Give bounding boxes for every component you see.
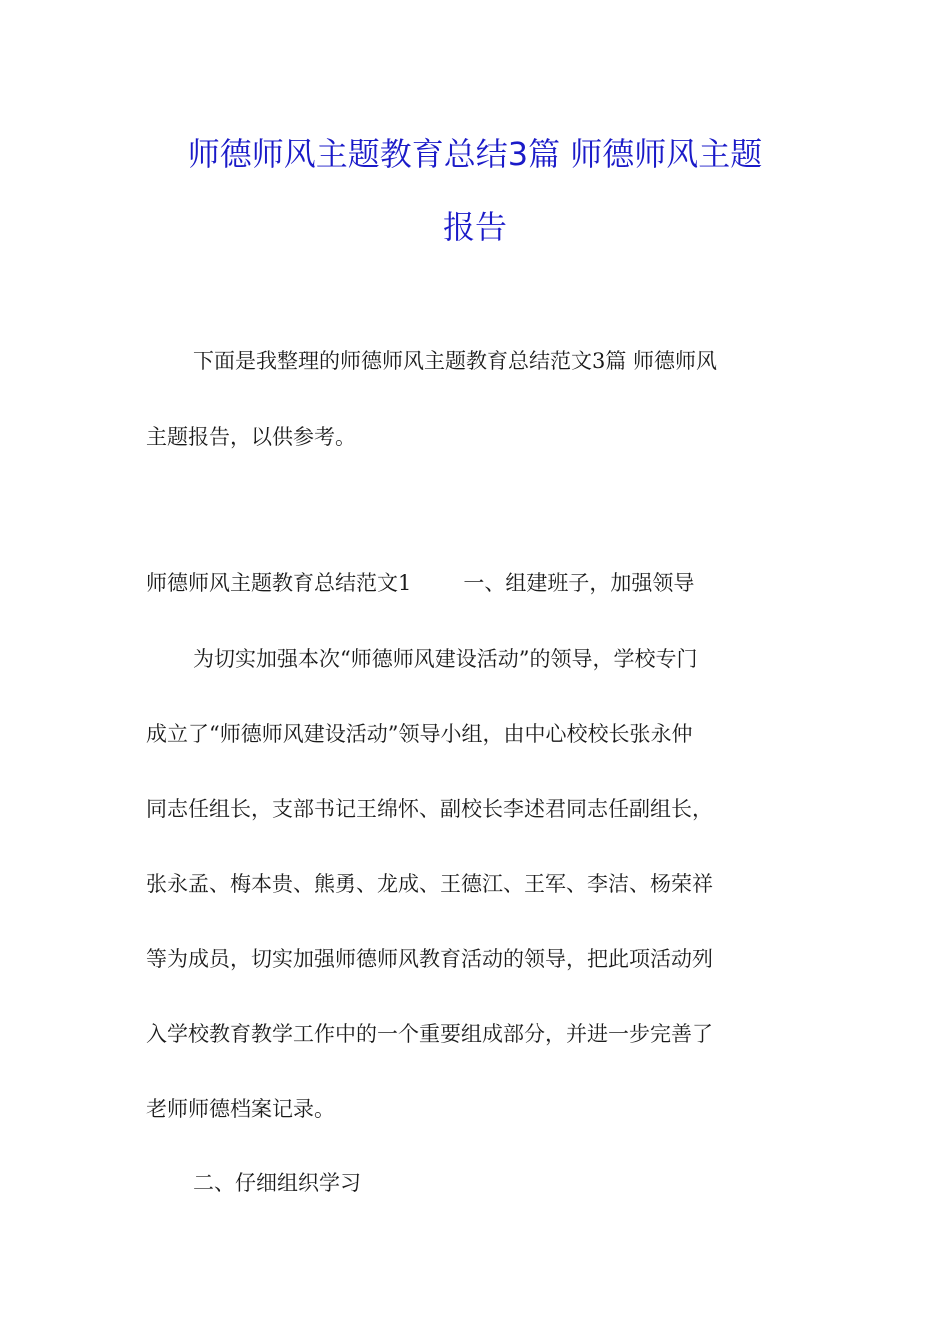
body-line-6: 入学校教育教学工作中的一个重要组成部分，并进一步完善了	[146, 1022, 713, 1046]
section-heading-line	[146, 564, 812, 602]
body-line-7: 老师师德档案记录。	[146, 1097, 335, 1121]
section-heading-2: 二、仔细组织学习	[193, 1171, 361, 1195]
body-line-4: 张永孟、梅本贵、熊勇、龙成、王德江、王军、李洁、杨荣祥	[146, 872, 713, 896]
document-title-line-1: 师德师风主题教育总结3篇 师德师风主题	[187, 135, 763, 173]
intro-line-1: 下面是我整理的师德师风主题教育总结范文3篇 师德师风	[193, 349, 718, 373]
body-line-3: 同志任组长，支部书记王绵怀、副校长李述君同志任副组长，	[146, 797, 713, 821]
intro-line-2: 主题报告，以供参考。	[146, 425, 356, 449]
body-line-2: 成立了“师德师风建设活动”领导小组，由中心校校长张永仲	[146, 722, 693, 746]
body-line-5: 等为成员，切实加强师德师风教育活动的领导，把此项活动列	[146, 947, 713, 971]
document-title-line-2: 报告	[442, 208, 507, 246]
section-title: 师德师风主题教育总结范文1	[146, 571, 412, 595]
section-subheading: 一、组建班子，加强领导	[463, 571, 695, 595]
body-line-1: 为切实加强本次“师德师风建设活动”的领导，学校专门	[193, 647, 698, 671]
